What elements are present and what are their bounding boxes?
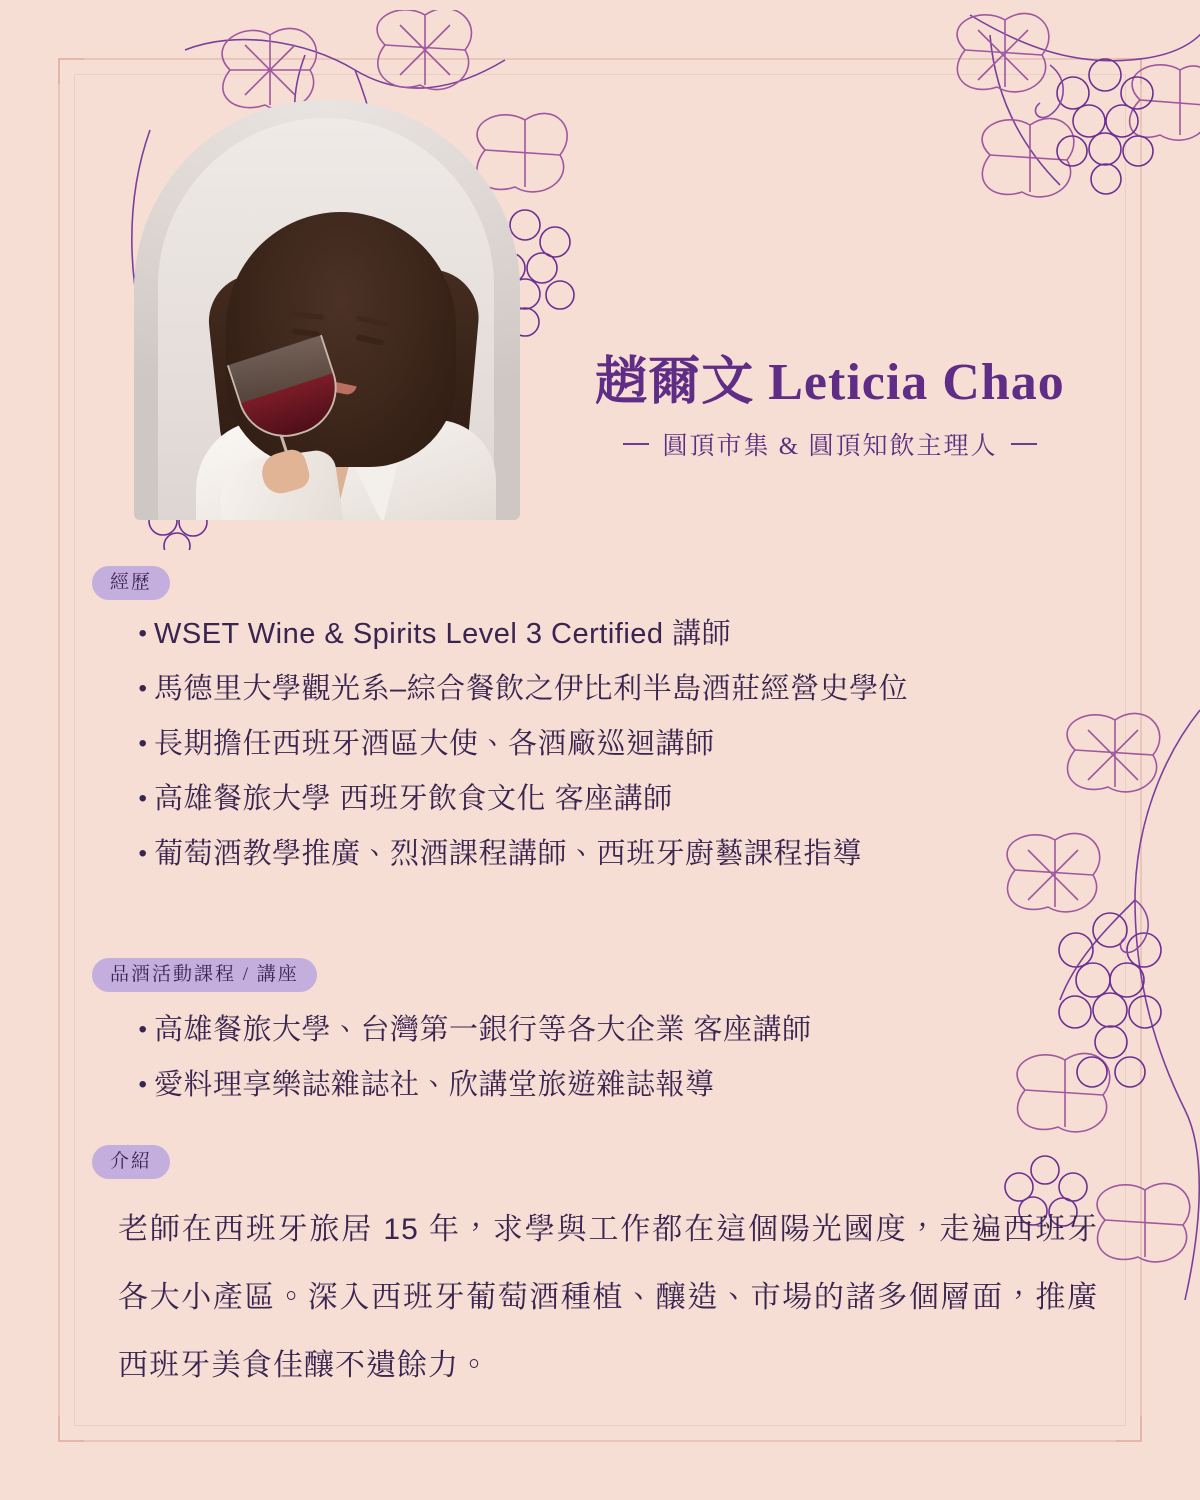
subtitle-dash-right (1011, 443, 1037, 445)
list-item (132, 612, 1132, 656)
frame-corner-bottom-left (58, 1416, 84, 1442)
list-item-label: 長期擔任西班牙酒區大使、各酒廠巡迴講師 (154, 728, 715, 760)
bullet-dot: • (138, 1016, 148, 1043)
section-tag-intro: 介紹 (92, 1145, 170, 1179)
bullet-dot: • (138, 785, 148, 812)
subtitle-row (545, 426, 1115, 462)
frame-corner-bottom-right (1116, 1416, 1142, 1442)
bullet-dot: • (138, 1071, 148, 1098)
list-item-label: 愛料理享樂誌雜誌社、欣講堂旅遊雜誌報導 (154, 1069, 715, 1101)
list-item-label: 高雄餐旅大學 西班牙飲食文化 客座講師 (154, 783, 673, 815)
frame-corner-top-right (1116, 58, 1142, 84)
list-item (132, 667, 1132, 711)
grapevine-illustration-top-right (930, 5, 1200, 335)
list-item-label: 葡萄酒教學推廣、烈酒課程講師、西班牙廚藝課程指導 (154, 838, 863, 870)
section-tag-experience: 經歷 (92, 566, 170, 600)
intro-paragraph: 老師在西班牙旅居 15 年，求學與工作都在這個陽光國度，走遍西班牙各大小產區。深入西班牙葡萄酒種植、釀造、市場的諸多個層面，推廣西班牙美食佳釀不遺餘力。 (118, 1213, 1098, 1382)
bullet-dot: • (138, 730, 148, 757)
list-item-label: 高雄餐旅大學、台灣第一銀行等各大企業 客座講師 (154, 1014, 812, 1046)
page-title: 趙爾文 Leticia Chao (595, 354, 1065, 411)
list-item (132, 1008, 1132, 1052)
section-tag-courses: 品酒活動課程 / 講座 (92, 958, 317, 992)
title-block (545, 352, 1115, 462)
list-item-label: WSET Wine & Spirits Level 3 Certified 講師 (154, 618, 732, 650)
frame-corner-top-left (58, 58, 84, 84)
list-item (132, 722, 1132, 766)
experience-list (132, 612, 1132, 887)
subtitle-dash-left (623, 443, 649, 445)
bullet-dot: • (138, 675, 148, 702)
subtitle: 圓頂市集 & 圓頂知飲主理人 (662, 433, 998, 461)
list-item (132, 777, 1132, 821)
list-item-label: 馬德里大學觀光系–綜合餐飲之伊比利半島酒莊經營史學位 (154, 673, 909, 705)
courses-list (132, 1008, 1132, 1118)
list-item (132, 1063, 1132, 1107)
bullet-dot: • (138, 620, 148, 647)
list-item (132, 832, 1132, 876)
portrait-photo (134, 100, 520, 520)
bullet-dot: • (138, 840, 148, 867)
